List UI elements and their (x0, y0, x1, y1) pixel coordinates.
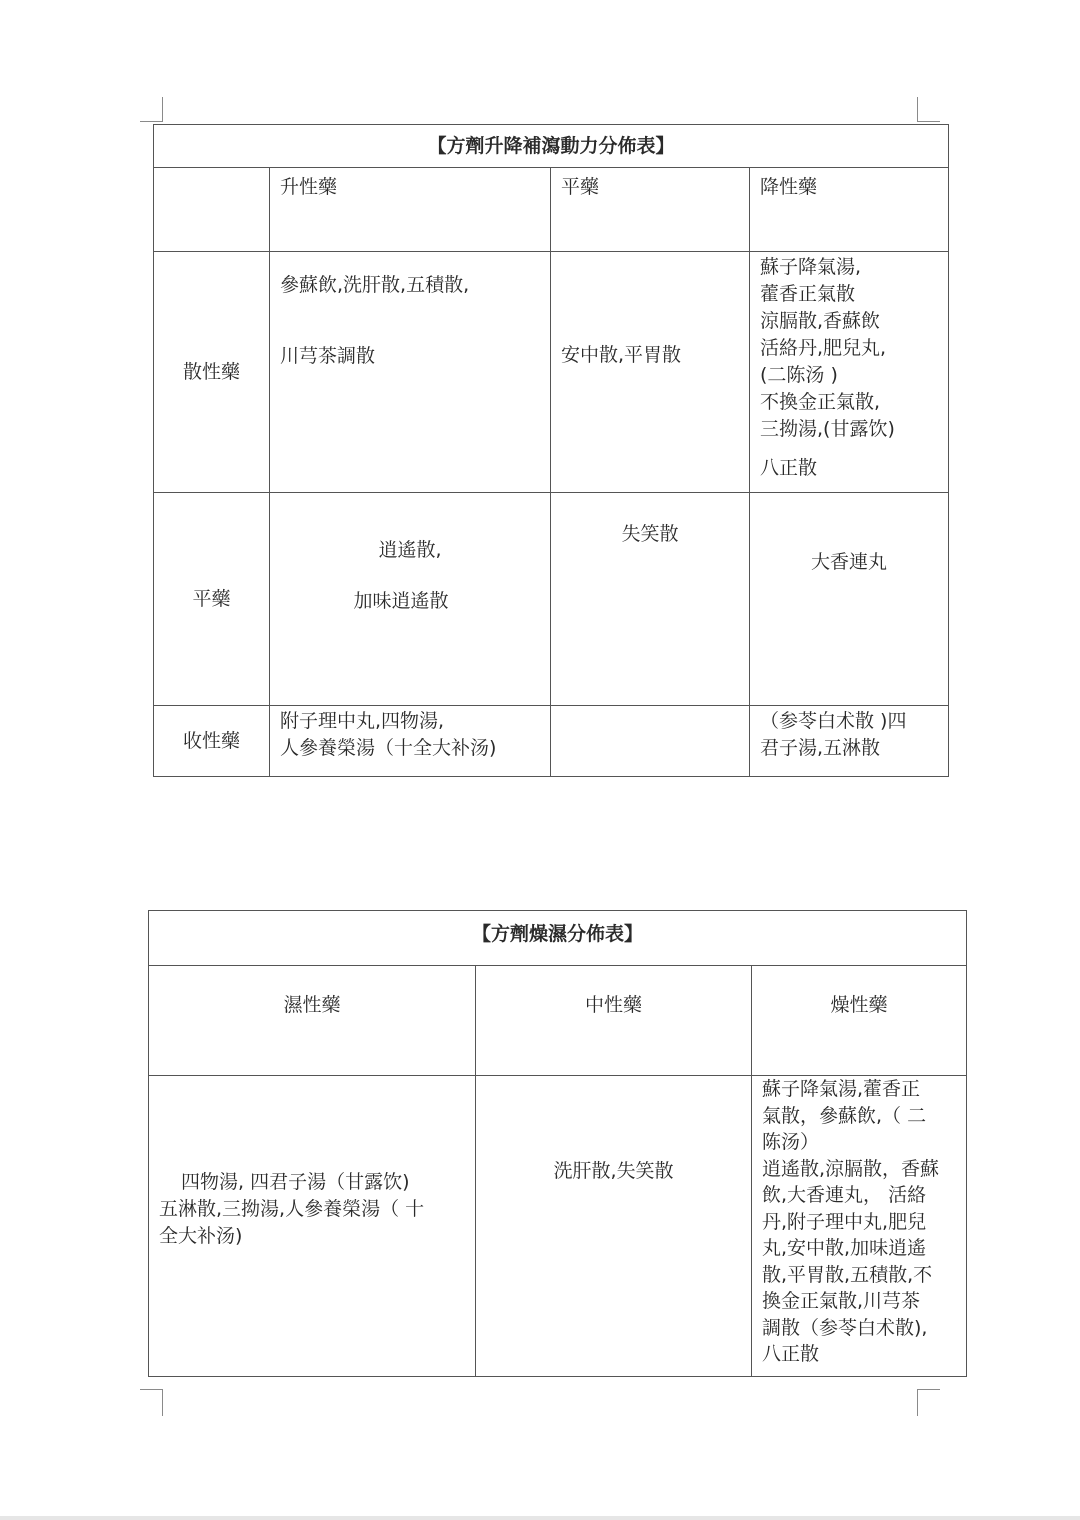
table1-cell (270, 493, 551, 706)
cell-line: 活絡丹,肥兒丸, (760, 337, 887, 359)
cell-line: (二陈汤 ) (760, 364, 838, 386)
table2-cell-wet (149, 1076, 476, 1377)
cell-line: 藿香正氣散 (760, 283, 856, 305)
table2-cell-dry (752, 1076, 967, 1377)
table1-row-label: 平藥 (154, 493, 270, 706)
table2-title: 【方劑燥濕分佈表】 (149, 911, 967, 966)
corner-mark-top-left (140, 97, 163, 122)
cell-line: 加味逍遙散 (353, 590, 449, 612)
table1-col-header: 升性藥 (270, 168, 551, 252)
cell-line: 蘇子降氣湯, (760, 256, 862, 278)
table2-cell-neutral (476, 1076, 752, 1377)
corner-mark-bottom-left (140, 1389, 163, 1416)
cell-line: 調散（参苓白术散), (762, 1316, 928, 1339)
cell-line: 涼膈散,香蘇飲 (760, 310, 881, 332)
cell-line: 失笑散 (621, 523, 679, 545)
cell-line: 換金正氣散,川芎茶 (762, 1290, 921, 1312)
table-ascend-descend (153, 124, 949, 777)
page-bottom-edge (0, 1516, 1080, 1520)
table1-empty-cell (551, 706, 750, 777)
cell-line: 四物湯, 四君子湯（甘露饮) (181, 1170, 410, 1193)
cell-line: 安中散,平胃散 (561, 343, 682, 366)
cell-line: 陈汤） (762, 1131, 820, 1153)
table1-col-header: 平藥 (551, 168, 750, 252)
corner-mark-bottom-right (917, 1389, 940, 1416)
cell-line: 參蘇飲,洗肝散,五積散, (280, 274, 470, 296)
table1-title: 【方劑升降補瀉動力分佈表】 (154, 125, 949, 168)
table1-cell (551, 493, 750, 706)
cell-line: 全大补汤) (159, 1224, 243, 1247)
table1-col-header: 降性藥 (750, 168, 949, 252)
cell-line: 丹,附子理中丸,肥兒 (762, 1210, 927, 1233)
cell-line: 八正散 (760, 457, 818, 479)
table1-cell (750, 706, 949, 777)
cell-line: 逍遙散, (378, 539, 442, 561)
cell-line: 大香連丸 (811, 551, 888, 573)
corner-mark-top-right (917, 97, 940, 122)
cell-line: 洗肝散,失笑散 (553, 1159, 674, 1182)
cell-line: 人參養榮湯（十全大补汤) (280, 737, 497, 759)
table1-cell (750, 252, 949, 493)
table2-col-header: 濕性藥 (149, 966, 476, 1076)
cell-line: （参苓白术散 )四 (760, 710, 907, 732)
cell-line: 八正散 (762, 1343, 820, 1365)
cell-line: 散,平胃散,五積散,不 (762, 1263, 933, 1286)
cell-line: 川芎茶調散 (280, 345, 376, 367)
cell-line: 丸,安中散,加味逍遙 (762, 1237, 927, 1259)
cell-line: 三拗湯,(甘露饮) (760, 418, 895, 440)
cell-line: 君子湯,五淋散 (760, 737, 881, 759)
table1-corner-cell (154, 168, 270, 252)
cell-line: 五淋散,三拗湯,人參養榮湯（ 十 (159, 1197, 425, 1220)
cell-line: 不換金正氣散, (760, 391, 881, 413)
cell-line: 蘇子降氣湯,藿香正 (762, 1078, 921, 1100)
cell-line: 飲,大香連丸， 活絡 (762, 1184, 927, 1206)
table1-cell (750, 493, 949, 706)
cell-line: 逍遙散,涼膈散，香蘇 (762, 1157, 940, 1180)
cell-line: 氣散，參蘇飲,（ 二 (762, 1104, 927, 1127)
table-dry-wet (148, 910, 967, 1377)
cell-line: 附子理中丸,四物湯, (280, 710, 445, 732)
table1-cell (270, 252, 551, 493)
table1-cell (270, 706, 551, 777)
table2-col-header: 中性藥 (476, 966, 752, 1076)
table2-col-header: 燥性藥 (752, 966, 967, 1076)
table1-cell (551, 252, 750, 493)
table1-row-label: 收性藥 (154, 706, 270, 777)
table1-row-label: 散性藥 (154, 252, 270, 493)
